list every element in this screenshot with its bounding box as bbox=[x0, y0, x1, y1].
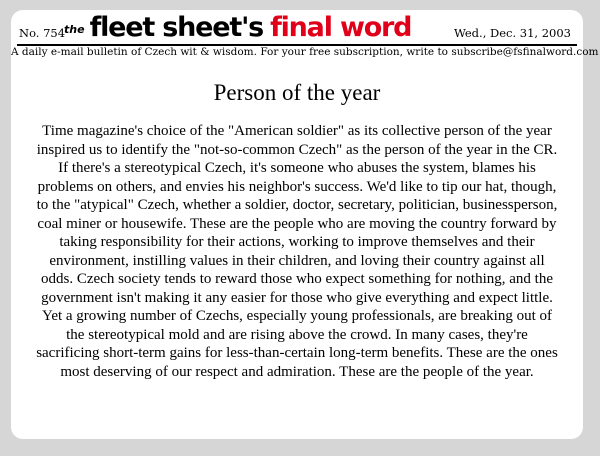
article-body: Time magazine's choice of the "American soldier" as its collective person of the year inspired us to identify the "not-so-common Czech" as the person of the year in the CR. If there's a stereotypical Czech, it's someone who abuses the system, blames his problems on others, and envies his neighbor's success. We'd like to tip our hat, though, to the "atypical" Czech, whether a soldier, doctor, secretary, politician, businessperson, coal miner or housewife. These are the people who are moving the country forward by taking responsibility for their actions, working to improve themselves and their environment, instilling values in their children, and loving their country against all odds. Czech society tends to reward those who expect something for nothing, and the government isn't making it any easier for those who give everything and expect little. Yet a growing number of Czechs, especially young professionals, are breaking out of the stereotypical mold and are rising above the crowd. In many cases, they're sacrificing short-term gains for less-than-certain long-term benefits. These are the ones most deserving of our respect and admiration. These are the people of the year. bbox=[36, 123, 558, 380]
bulletin-card bbox=[11, 10, 599, 439]
logo bbox=[64, 10, 411, 46]
logo-main: fleet sheet's bbox=[89, 12, 264, 43]
logo-the: the bbox=[64, 23, 85, 36]
issue-number: No. 754 bbox=[19, 26, 66, 40]
article-title: Person of the year bbox=[213, 80, 381, 105]
masthead bbox=[11, 10, 599, 62]
issue-date: Wed., Dec. 31, 2003 bbox=[453, 26, 571, 40]
tagline: A daily e-mail bulletin of Czech wit & wisdom. For your free subscription, write to subscribe@fsfinalword.com bbox=[11, 46, 599, 58]
logo-accent: final word bbox=[270, 12, 412, 43]
